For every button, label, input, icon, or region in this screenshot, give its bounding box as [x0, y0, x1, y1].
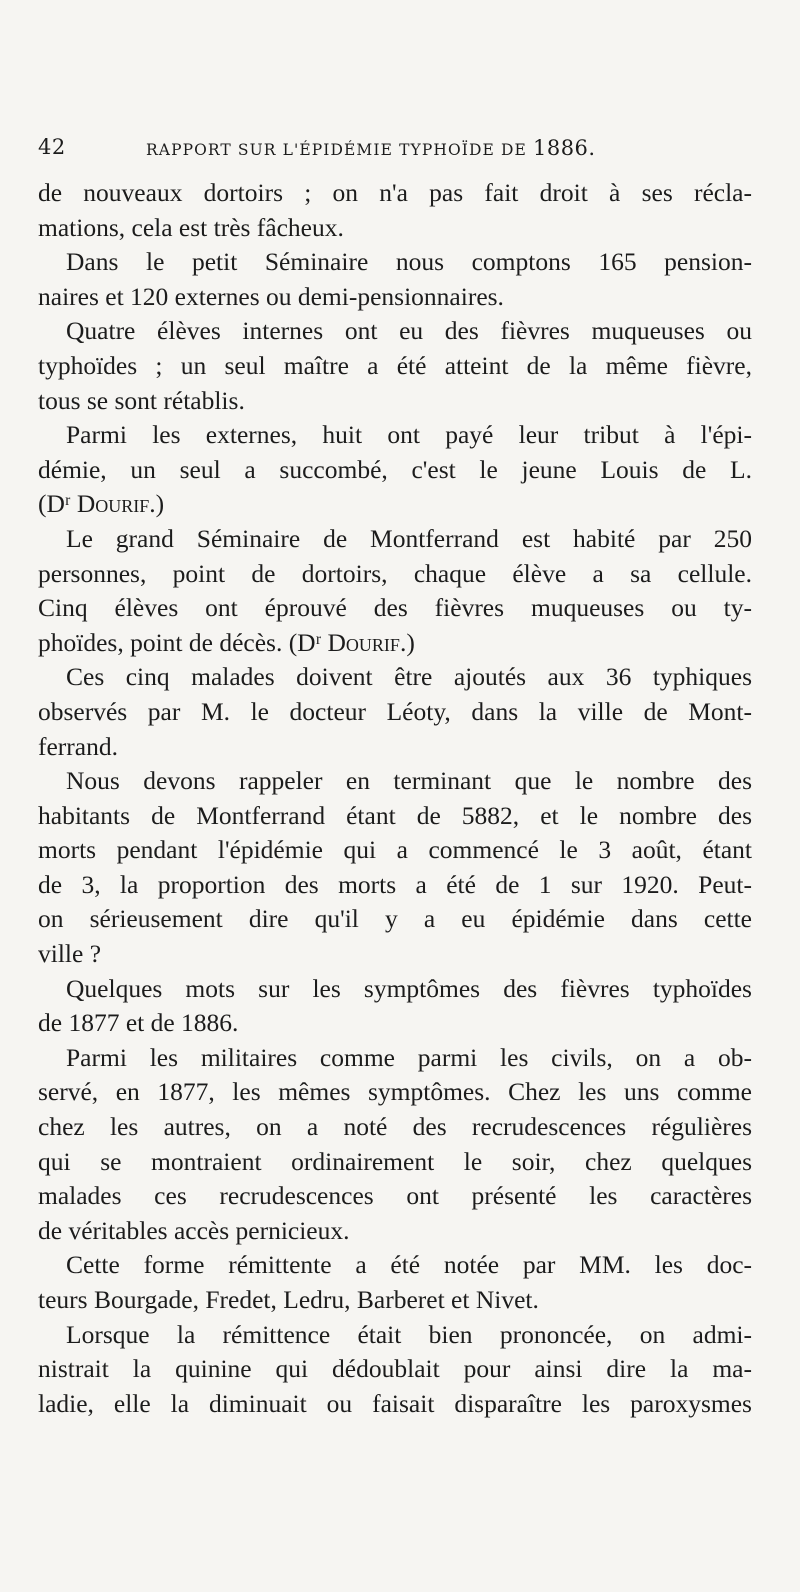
text-line: ladie, elle la diminuait ou faisait disparaître les paroxysmes	[38, 1388, 752, 1418]
text-line: naires et 120 externes ou demi-pensionnaires.	[38, 281, 504, 311]
running-head	[146, 134, 596, 164]
text-line: phoïdes, point de décès. (Dʳ Dourif.)	[38, 627, 415, 657]
text-line: nistrait la quinine qui dédoublait pour ainsi dire la ma-	[38, 1354, 752, 1384]
text-line: personnes, point de dortoirs, chaque élève a sa cellule.	[38, 558, 752, 588]
text-line: habitants de Montferrand étant de 5882, et le nombre des	[38, 800, 752, 830]
text-line: ville ?	[38, 939, 102, 969]
author-name: Dourif	[76, 489, 150, 519]
text-line: Le grand Séminaire de Montferrand est habité par 250	[66, 523, 752, 553]
text-line: démie, un seul a succombé, c'est le jeune Louis de L.	[38, 454, 752, 484]
running-head-year: 1886.	[532, 136, 596, 160]
text-line: teurs Bourgade, Fredet, Ledru, Barberet et Nivet.	[38, 1285, 539, 1314]
text-line: Nous devons rappeler en terminant que le nombre des	[66, 766, 752, 796]
text-line: Cinq élèves ont éprouvé des fièvres muqueuses ou ty-	[38, 593, 752, 623]
text-line: malades ces recrudescences ont présenté les caractères	[38, 1181, 752, 1211]
text-line: de 1877 et de 1886.	[38, 1008, 239, 1038]
running-head-title: RAPPORT SUR L'ÉPIDÉMIE TYPHOÏDE DE	[146, 141, 527, 159]
text-line: de nouveaux dortoirs ; on n'a pas fait droit à ses récla-	[38, 178, 752, 207]
page-number: 42	[38, 135, 66, 159]
text-line: Parmi les externes, huit ont payé leur tribut à l'épi-	[66, 420, 752, 450]
text-line: mations, cela est très fâcheux.	[38, 212, 344, 242]
text-line: Lorsque la rémittence était bien prononcée, on admi-	[66, 1319, 752, 1349]
text-line: Dans le petit Séminaire nous comptons 165 pension-	[66, 247, 752, 277]
text-line: Cette forme rémittente a été notée par MM. les doc-	[66, 1250, 752, 1280]
text-line: observés par M. le docteur Léoty, dans la ville de Mont-	[38, 696, 752, 726]
text-line: ferrand.	[38, 731, 118, 761]
author-name: Dourif	[327, 627, 400, 657]
text-line: typhoïdes ; un seul maître a été atteint de la même fièvre,	[38, 350, 752, 380]
body-text	[38, 176, 752, 1421]
text-line: morts pendant l'épidémie qui a commencé le 3 août, étant	[38, 835, 752, 865]
text-line: servé, en 1877, les mêmes symptômes. Chez les uns comme	[38, 1077, 752, 1107]
text-line: tous se sont rétablis.	[38, 385, 245, 415]
text-line: de véritables accès pernicieux.	[38, 1215, 350, 1245]
text-line: Ces cinq malades doivent être ajoutés aux 36 typhiques	[66, 662, 752, 692]
text-line: Quelques mots sur les symptômes des fièvres typhoïdes	[66, 973, 752, 1003]
text-line: on sérieusement dire qu'il y a eu épidémie dans cette	[38, 904, 752, 934]
text-line: de 3, la proportion des morts a été de 1 sur 1920. Peut-	[38, 869, 752, 899]
text-line: Parmi les militaires comme parmi les civils, on a ob-	[66, 1042, 752, 1072]
text-line: (Dʳ Dourif.)	[38, 489, 165, 519]
text-line: qui se montraient ordinairement le soir, chez quelques	[38, 1146, 752, 1176]
page-header	[38, 132, 752, 166]
text-line: Quatre élèves internes ont eu des fièvres muqueuses ou	[66, 316, 752, 346]
text-line: chez les autres, on a noté des recrudescences régulières	[38, 1112, 752, 1142]
